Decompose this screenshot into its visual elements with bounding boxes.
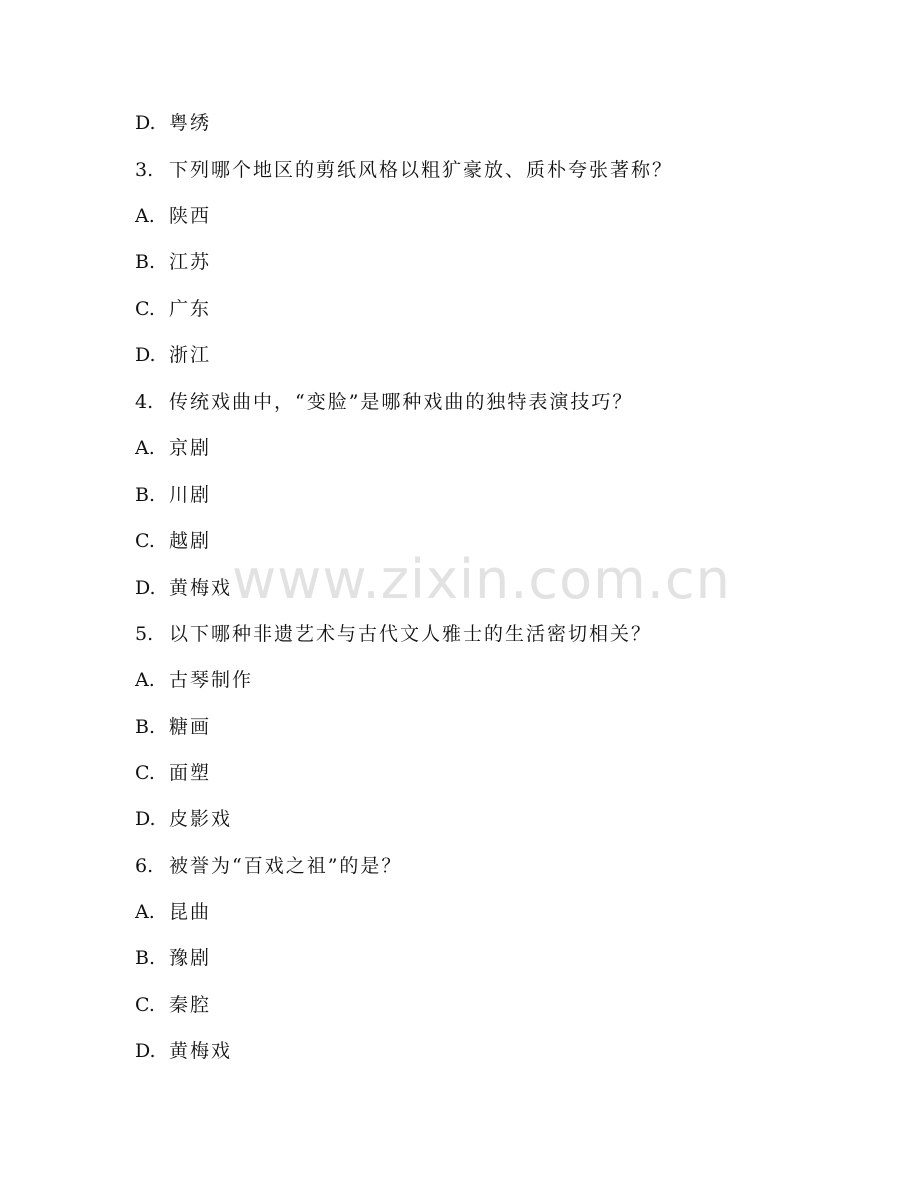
option-text: 川剧 — [169, 484, 212, 506]
option-text: 越剧 — [169, 530, 212, 552]
question-line — [135, 390, 633, 414]
option-line — [135, 111, 211, 135]
option-marker: A. — [135, 901, 155, 923]
option-marker: B. — [135, 947, 156, 969]
option-marker: B. — [135, 251, 156, 273]
question-text: 传统戏曲中，“变脸”是哪种戏曲的独特表演技巧？ — [169, 391, 634, 413]
option-marker: D. — [135, 112, 156, 134]
option-text: 广东 — [169, 298, 212, 320]
option-text: 皮影戏 — [169, 808, 233, 830]
option-text: 京剧 — [169, 437, 212, 459]
option-text: 黄梅戏 — [169, 1040, 233, 1062]
question-number: 3. — [135, 159, 154, 181]
option-marker: C. — [135, 530, 155, 552]
option-marker: B. — [135, 716, 156, 738]
option-line — [135, 807, 232, 831]
option-text: 面塑 — [169, 762, 212, 784]
option-line — [135, 204, 211, 228]
question-text: 下列哪个地区的剪纸风格以粗犷豪放、质朴夸张著称？ — [169, 159, 674, 181]
option-line — [135, 436, 211, 460]
option-line — [135, 1039, 232, 1063]
option-marker: B. — [135, 484, 156, 506]
option-text: 黄梅戏 — [169, 577, 233, 599]
question-line — [135, 622, 652, 646]
option-line — [135, 715, 211, 739]
option-text: 秦腔 — [169, 994, 212, 1016]
question-line — [135, 158, 673, 182]
watermark: www.zixin.com.cn — [232, 548, 731, 611]
option-line — [135, 946, 211, 970]
question-line — [135, 854, 402, 878]
option-text: 陕西 — [169, 205, 212, 227]
option-text: 豫剧 — [169, 947, 212, 969]
question-text: 以下哪种非遗艺术与古代文人雅士的生活密切相关？ — [169, 623, 653, 645]
question-text: 被誉为“百戏之祖”的是？ — [169, 855, 403, 877]
option-line — [135, 297, 211, 321]
option-line — [135, 483, 211, 507]
option-marker: C. — [135, 298, 155, 320]
option-marker: D. — [135, 1040, 156, 1062]
option-marker: C. — [135, 762, 155, 784]
option-line — [135, 529, 211, 553]
option-marker: A. — [135, 205, 155, 227]
option-line — [135, 900, 211, 924]
option-marker: D. — [135, 577, 156, 599]
option-marker: D. — [135, 344, 156, 366]
option-line — [135, 668, 253, 692]
option-marker: A. — [135, 437, 155, 459]
option-text: 粤绣 — [169, 112, 212, 134]
option-line — [135, 343, 211, 367]
option-line — [135, 576, 232, 600]
question-number: 5. — [135, 623, 154, 645]
option-text: 昆曲 — [169, 901, 212, 923]
option-text: 浙江 — [169, 344, 212, 366]
question-number: 6. — [135, 855, 154, 877]
option-line — [135, 761, 211, 785]
option-line — [135, 993, 211, 1017]
option-text: 江苏 — [169, 251, 212, 273]
option-marker: D. — [135, 808, 156, 830]
option-line — [135, 250, 211, 274]
option-text: 糖画 — [169, 716, 212, 738]
option-marker: C. — [135, 994, 155, 1016]
option-text: 古琴制作 — [169, 669, 254, 691]
option-marker: A. — [135, 669, 155, 691]
question-number: 4. — [135, 391, 154, 413]
